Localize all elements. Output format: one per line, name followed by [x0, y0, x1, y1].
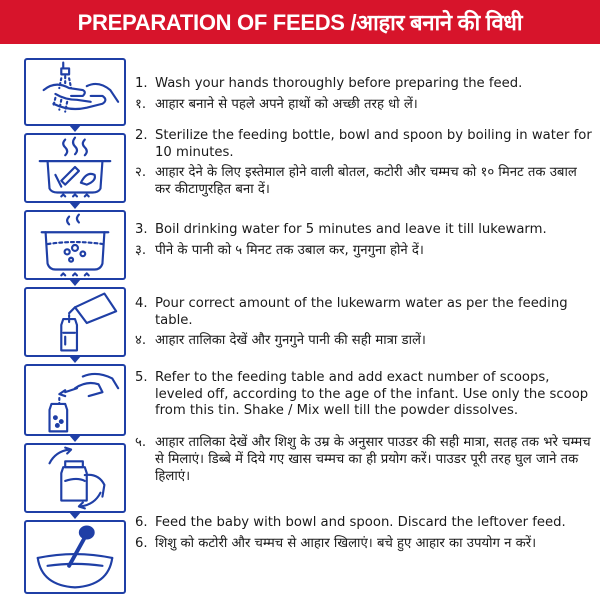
hand-washing-icon: [24, 58, 126, 126]
step-hindi-text: आहार देने के लिए इस्तेमाल होने वाली बोतल, कटोरी और चम्मच को १० मिनट तक उबाल कर कीटाणुरहित बना दें।: [155, 165, 577, 197]
shake-bottle-icon: [24, 443, 126, 513]
step-english-text: Pour correct amount of the lukewarm water as per the feeding table.: [155, 296, 568, 328]
step-english-text: Feed the baby with bowl and spoon. Discard the leftover feed.: [155, 515, 566, 530]
step-number-hindi: ४.: [135, 333, 147, 348]
pour-water-into-bottle-icon: [24, 287, 126, 357]
step-number-hindi: ३.: [135, 242, 147, 258]
step-number-hindi: 6.: [135, 535, 148, 551]
bowl-and-spoon-icon: [24, 520, 126, 594]
step-number-hindi: १.: [135, 96, 147, 112]
step-hindi-text: आहार बनाने से पहले अपने हाथों को अच्छी तरह धो लें।: [155, 96, 418, 112]
step-3: [135, 222, 595, 259]
step-2: [135, 128, 595, 198]
step-hindi-text: शिशु को कटोरी और चम्मच से आहार खिलाएं। बचे हुए आहार का उपयोग न करें।: [155, 535, 537, 551]
step-6: [135, 515, 595, 552]
page-title: PREPARATION OF FEEDS /आहार बनाने की विधी: [77, 10, 523, 35]
step-number: 3.: [135, 222, 148, 237]
step-number: 4.: [135, 296, 148, 311]
step-number: 6.: [135, 515, 148, 530]
boiling-water-pot-icon: [24, 210, 126, 280]
step-hindi-text: आहार तालिका देखें और शिशु के उम्र के अनुसार पाउडर की सही मात्रा, सतह तक भरे चम्मच से मिलाएं। डिब्बे में दिये गए खास चम्मच का ही प्रयोग करें। पाउडर पूरी तरह घुल जाने तक हिलाएं।: [155, 434, 591, 484]
step-number-hindi: ५.: [135, 434, 147, 450]
step-hindi-text: पीने के पानी को ५ मिनट तक उबाल कर, गुनगुना होने दें।: [155, 242, 424, 258]
step-english-text: Boil drinking water for 5 minutes and leave it till lukewarm.: [155, 222, 547, 237]
step-english-text: Sterilize the feeding bottle, bowl and spoon by boiling in water for 10 minutes.: [155, 128, 592, 160]
step-number: 1.: [135, 76, 148, 91]
step-4: [135, 296, 595, 349]
step-hindi-text: आहार तालिका देखें और गुनगुने पानी की सही मात्रा डालें।: [155, 333, 426, 348]
step-5: [135, 370, 595, 485]
boiling-bottle-bowl-spoon-icon: [24, 133, 126, 203]
step-english-text: Refer to the feeding table and add exact number of scoops, leveled off, according to the age of the infant. Use only the scoop from this tin. Shake / Mix well till the powder dissolves.: [155, 370, 589, 418]
add-scoop-powder-icon: [24, 364, 126, 436]
step-number: 2.: [135, 128, 148, 143]
step-number: 5.: [135, 370, 148, 385]
page-header: [0, 0, 600, 44]
step-1: [135, 76, 595, 113]
step-number-hindi: २.: [135, 165, 147, 180]
step-english-text: Wash your hands thoroughly before preparing the feed.: [155, 76, 523, 91]
